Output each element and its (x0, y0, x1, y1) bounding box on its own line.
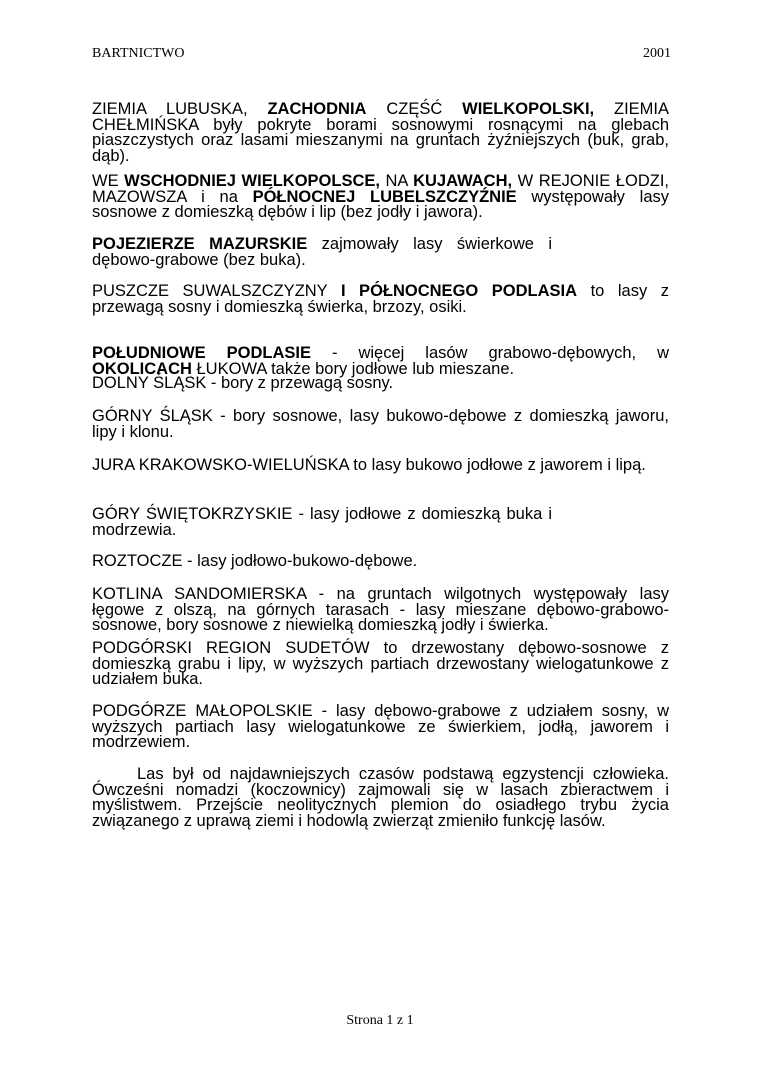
bold-text-run: POŁUDNIOWE PODLASIE (92, 344, 311, 362)
bold-text-run: OKOLICACH (92, 359, 192, 378)
paragraph-roztocze (92, 554, 669, 570)
paragraph-kotlina-sandomierska (92, 587, 669, 634)
paragraph-podgorski-region-sudetow (92, 641, 669, 688)
paragraph-gorny-slask (92, 409, 669, 440)
paragraph-dolny-slask (92, 376, 669, 392)
paragraph-pojezierze-mazurskie (92, 237, 552, 268)
text-run: CZĘŚĆ (366, 100, 463, 118)
paragraph-gory-swietokrzyskie (92, 507, 552, 538)
text-run: GÓRNY ŚLĄSK - bory sosnowe, lasy bukowo-dębowe z domieszką jaworu, lipy i klonu. (92, 407, 669, 441)
text-run: PUSZCZE SUWALSZCZYZNY (92, 282, 341, 300)
text-run: - więcej lasów grabowo-dębowych, w (311, 344, 670, 362)
text-run: PODGÓRZE MAŁOPOLSKIE - lasy dębowo-grabowe z udziałem sosny, w wyższych partiach lasy wielogatunkowe ze świerkiem, jodłą, jaworem i modrzewiem. (92, 702, 669, 751)
text-run: WE (92, 172, 125, 190)
paragraph-las-historia (92, 767, 669, 829)
bold-text-run: WSCHODNIEJ WIELKOPOLSCE, (124, 172, 380, 190)
bold-text-run: KUJAWACH, (413, 172, 513, 190)
bold-text-run: WIELKOPOLSKI, (462, 100, 595, 118)
text-run: PODGÓRSKI REGION SUDETÓW to drzewostany dębowo-sosnowe z domieszką grabu i lipy, w wyższych partiach drzewostany wielogatunkowe z udziałem buka. (92, 639, 669, 688)
bold-text-run: PÓŁNOCNEJ LUBELSZCZYŹNIE (252, 187, 517, 206)
text-run: GÓRY ŚWIĘTOKRZYSKIE - lasy jodłowe z domieszką buka i modrzewia. (92, 505, 552, 539)
text-run: W REJONIE ŁODZI, MAZOWSZA i na (92, 172, 669, 206)
text-run: NA (379, 172, 414, 190)
text-run: ZIEMIA CHEŁMIŃSKA były pokryte borami sosnowymi rosnącymi na glebach piaszczystych oraz lasami mieszanymi na gruntach żyźniejszych (buk, grab, dąb). (92, 100, 669, 165)
bold-text-run: ZACHODNIA (267, 100, 367, 118)
running-header-year: 2001 (643, 46, 671, 61)
text-run: KOTLINA SANDOMIERSKA - na gruntach wilgotnych występowały lasy łęgowe z olszą, na górnych tarasach - lasy mieszane dębowo-grabowo-sosnowe, bory sosnowe z niewielką domieszką jodły i świerka. (92, 585, 669, 634)
text-run: JURA KRAKOWSKO-WIELUŃSKA to lasy bukowo jodłowe z jaworem i lipą. (92, 456, 646, 474)
text-run: ZIEMIA LUBUSKA, (92, 100, 268, 118)
text-run: zajmowały lasy świerkowe i dębowo-grabowe (bez buka). (92, 235, 553, 269)
paragraph-ziemia-lubuska (92, 102, 669, 164)
paragraph-jura-krakowsko-wielunska (92, 458, 669, 474)
running-header-title: BARTNICTWO (92, 46, 185, 61)
paragraph-poludniowe-podlasie (92, 346, 669, 377)
text-run: występowały lasy sosnowe z domieszką dębów i lip (bez jodły i jawora). (92, 187, 669, 221)
text-run: to lasy z przewagą sosny i domieszką świerka, brzozy, osiki. (92, 282, 669, 316)
paragraph-puszcze-suwalszczyzny (92, 284, 669, 315)
bold-text-run: I PÓŁNOCNEGO PODLASIA (340, 282, 578, 300)
page-number-footer: Strona 1 z 1 (346, 1013, 414, 1028)
text-run: DOLNY ŚLĄSK - bory z przewagą sosny. (92, 374, 394, 392)
text-run: Las był od najdawniejszych czasów podstawą egzystencji człowieka. Ówcześni nomadzi (koczownicy) zajmowali się w lasach zbieractwem i myślistwem. Przejście neolitycznych plemion do osiadłego trybu życia związanego z uprawą ziemi i hodowlą zwierząt zmieniło funkcję lasów. (92, 765, 669, 830)
paragraph-wschodnia-wielkopolska (92, 174, 669, 221)
text-run: ROZTOCZE - lasy jodłowo-bukowo-dębowe. (92, 552, 418, 570)
bold-text-run: POJEZIERZE MAZURSKIE (92, 235, 308, 253)
text-run: ŁUKOWA także bory jodłowe lub mieszane. (191, 359, 515, 378)
paragraph-podgorze-malopolskie (92, 704, 669, 751)
